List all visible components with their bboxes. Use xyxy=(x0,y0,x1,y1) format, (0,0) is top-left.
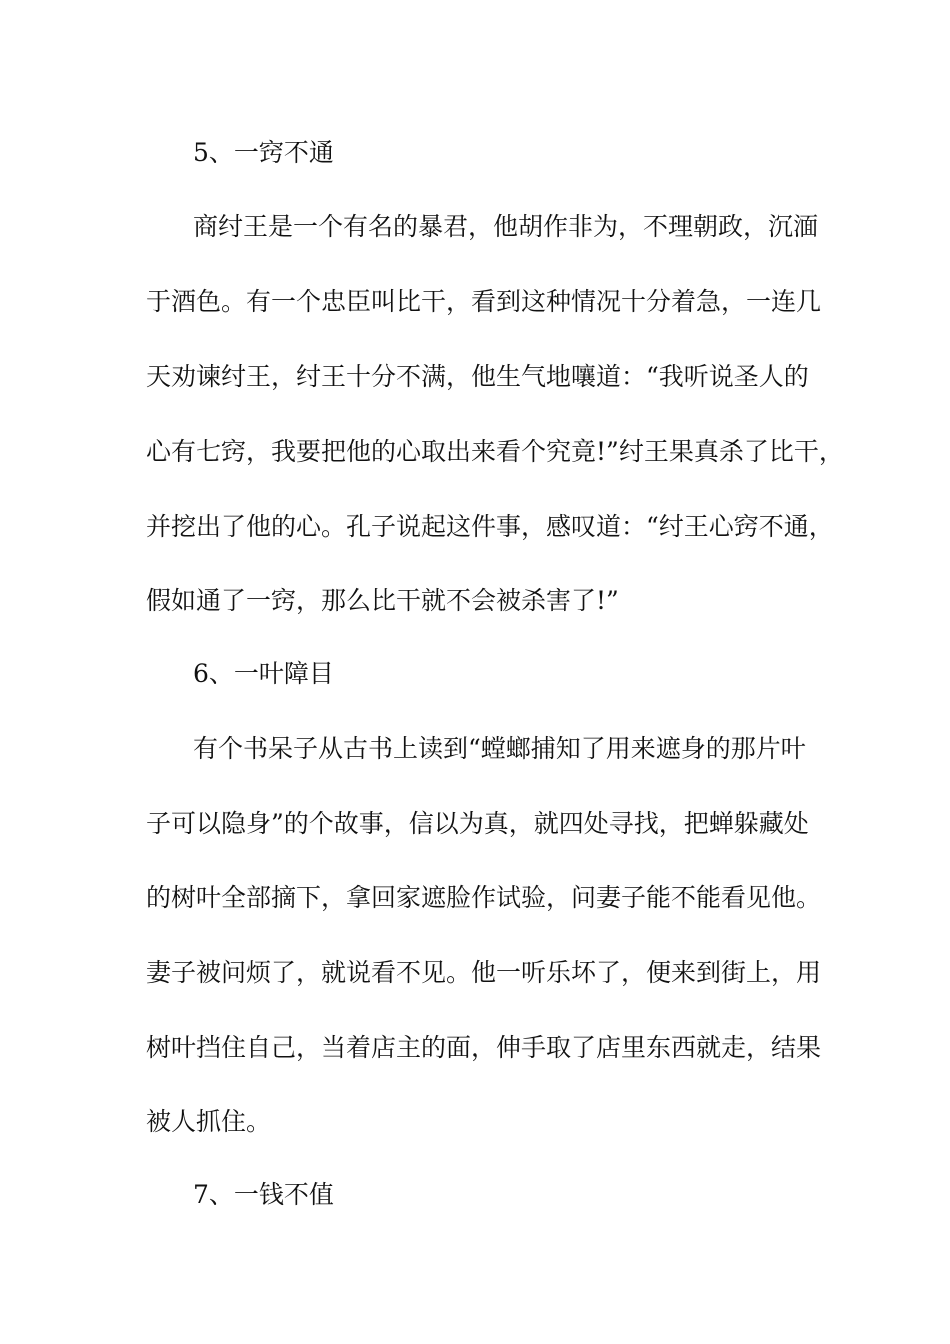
section-heading: 7、一钱不值 xyxy=(193,1180,334,1209)
paragraph-line: 树叶挡住自己，当着店主的面，伸手取了店里东西就走，结果 xyxy=(146,1033,822,1062)
paragraph-line: 天劝谏纣王，纣王十分不满，他生气地嚷道：“我听说圣人的 xyxy=(146,362,809,391)
paragraph-line: 妻子被问烦了，就说看不见。他一听乐坏了，便来到街上，用 xyxy=(146,958,822,987)
section-heading: 6、一叶障目 xyxy=(193,659,334,688)
paragraph-line: 心有七窍，我要把他的心取出来看个究竟!”纣王果真杀了比干， xyxy=(146,437,844,466)
paragraph-line: 于酒色。有一个忠臣叫比干，看到这种情况十分着急，一连几 xyxy=(146,287,822,316)
paragraph-line: 商纣王是一个有名的暴君，他胡作非为，不理朝政，沉湎 xyxy=(193,212,819,241)
paragraph-line: 并挖出了他的心。孔子说起这件事，感叹道：“纣王心窍不通， xyxy=(146,512,834,541)
section-heading: 5、一窍不通 xyxy=(193,138,334,167)
paragraph-line: 被人抓住。 xyxy=(146,1107,272,1136)
paragraph-line: 假如通了一窍，那么比干就不会被杀害了!” xyxy=(146,586,619,615)
paragraph-line: 子可以隐身”的个故事，信以为真，就四处寻找，把蝉躲藏处 xyxy=(146,809,809,838)
paragraph-line: 有个书呆子从古书上读到“螳螂捕知了用来遮身的那片叶 xyxy=(193,734,806,763)
paragraph-line: 的树叶全部摘下，拿回家遮脸作试验，问妻子能不能看见他。 xyxy=(146,883,822,912)
